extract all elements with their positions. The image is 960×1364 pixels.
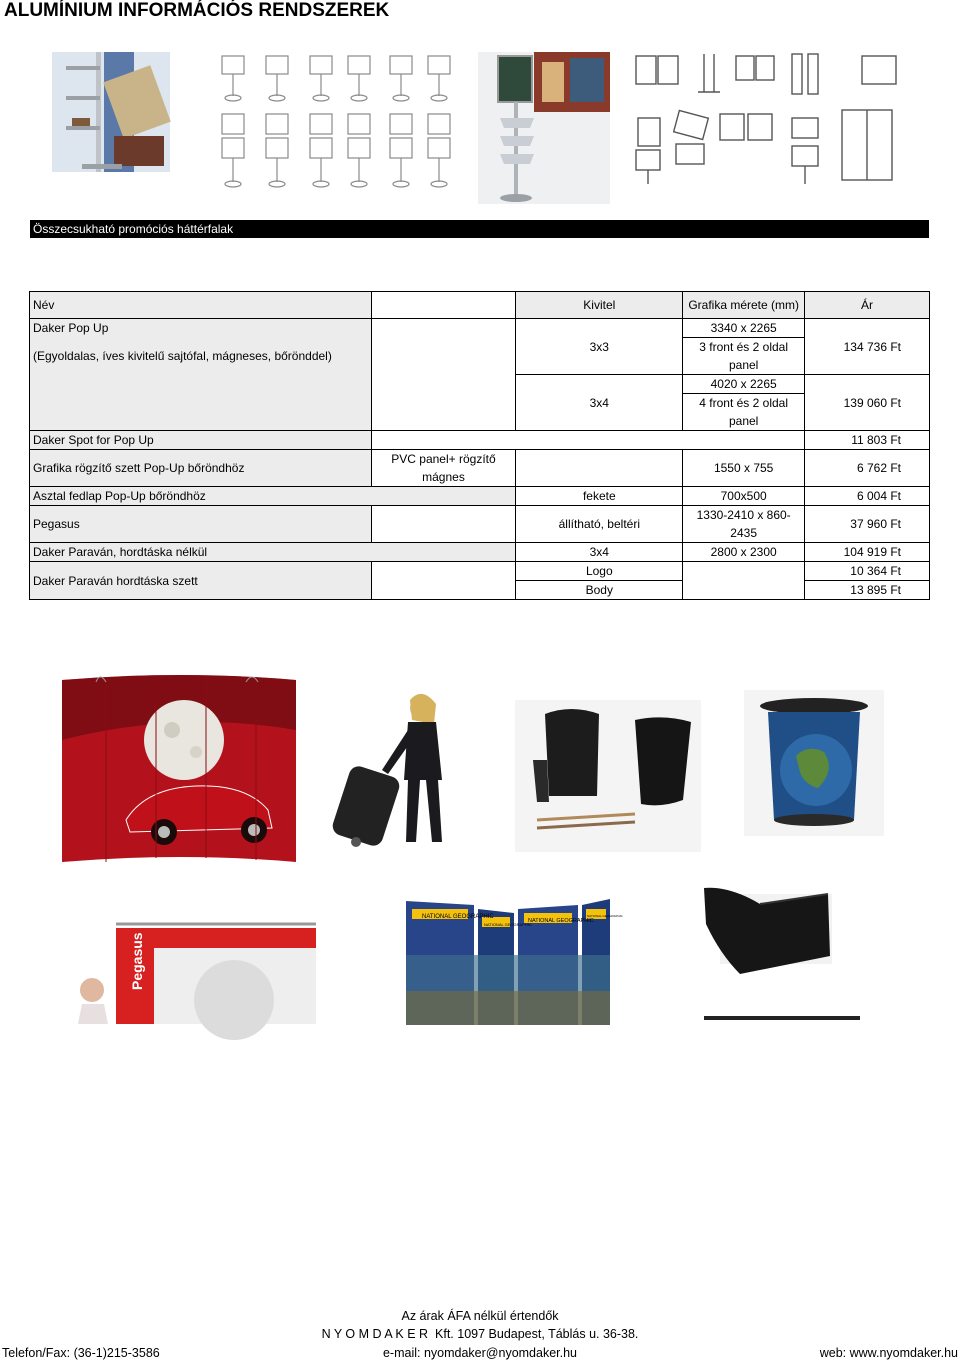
daker-popup-v1-kivitel: 3x3 (516, 319, 683, 375)
national-geographic-panels-image (402, 895, 623, 1025)
table-row (30, 487, 930, 506)
carry-bag-image (700, 884, 836, 1024)
daker-popup-v2-kivitel: 3x4 (516, 375, 683, 431)
grafika-material: PVC panel+ rögzítő mágnes (371, 450, 516, 487)
asztal-kivitel: fekete (516, 487, 683, 506)
blank-cell (371, 319, 516, 431)
table-header-row (30, 292, 930, 319)
transport-case-image (515, 700, 701, 852)
svg-text:NATIONAL GEOGRAPHIC: NATIONAL GEOGRAPHIC (422, 914, 494, 920)
paravan-szett-body: Body (516, 581, 683, 600)
spot-name: Daker Spot for Pop Up (30, 431, 372, 450)
daker-popup-name: Daker Pop Up (30, 319, 372, 338)
table-row (30, 319, 930, 338)
asztal-price: 6 004 Ft (805, 487, 930, 506)
paravan-szett-name: Daker Paraván hordtáska szett (30, 562, 372, 600)
daker-popup-v2-size: 4020 x 2265 (683, 375, 805, 394)
paravan-name: Daker Paraván, hordtáska nélkül (30, 543, 516, 562)
footer-note: Az árak ÁFA nélkül értendők (401, 1309, 559, 1323)
header-ar: Ár (805, 292, 930, 319)
daker-popup-v1-price: 134 736 Ft (805, 319, 930, 375)
paravan-szett-empty (371, 562, 516, 600)
header-name: Név (30, 292, 372, 319)
paravan-size: 2800 x 2300 (683, 543, 805, 562)
spot-empty (371, 431, 805, 450)
asztal-name: Asztal fedlap Pop-Up bőröndhöz (30, 487, 516, 506)
daker-popup-v2-panel: 4 front és 2 oldal panel (683, 394, 805, 431)
footer-company: N Y O M D A K E R Kft. 1097 Budapest, Táblás u. 36-38. (321, 1327, 639, 1341)
paravan-szett-body-price: 13 895 Ft (805, 581, 930, 600)
woman-with-case-image (312, 690, 470, 852)
table-row (30, 562, 930, 581)
paravan-price: 104 919 Ft (805, 543, 930, 562)
grafika-name: Grafika rögzítő szett Pop-Up bőröndhöz (30, 450, 372, 487)
price-table (29, 291, 930, 600)
spot-price: 11 803 Ft (805, 431, 930, 450)
footer-web: web: www.nyomdaker.hu (819, 1346, 958, 1360)
grafika-empty (516, 450, 683, 487)
header-empty (371, 292, 516, 319)
paravan-szett-logo-price: 10 364 Ft (805, 562, 930, 581)
paravan-szett-logo: Logo (516, 562, 683, 581)
daker-popup-v1-panel: 3 front és 2 oldal panel (683, 338, 805, 375)
paravan-szett-size-empty (683, 562, 805, 600)
popup-wall-moon-car-image (46, 670, 312, 870)
frame-stands-drawing (632, 52, 908, 192)
grafika-price: 6 762 Ft (805, 450, 930, 487)
shelf-display-image (52, 52, 170, 172)
pegasus-price: 37 960 Ft (805, 506, 930, 543)
asztal-size: 700x500 (683, 487, 805, 506)
header-kivitel: Kivitel (516, 292, 683, 319)
section-title: Összecsukható promóciós háttérfalak (30, 220, 929, 238)
pegasus-name: Pegasus (30, 506, 372, 543)
daker-popup-v2-price: 139 060 Ft (805, 375, 930, 431)
daker-popup-desc: (Egyoldalas, íves kivitelű sajtófal, mágneses, bőrönddel) (30, 338, 372, 375)
brochure-stands-drawing (214, 52, 464, 192)
pegasus-size: 1330-2410 x 860-2435 (683, 506, 805, 543)
daker-popup-v1-size: 3340 x 2265 (683, 319, 805, 338)
pegasus-banner-image (64, 920, 320, 1024)
daker-popup-empty (30, 375, 372, 431)
pegasus-empty (371, 506, 516, 543)
table-row (30, 543, 930, 562)
poster-stand-image (478, 52, 610, 204)
paravan-kivitel: 3x4 (516, 543, 683, 562)
table-row (30, 506, 930, 543)
counter-table-globe-image (744, 690, 884, 836)
grafika-size: 1550 x 755 (683, 450, 805, 487)
header-grafika: Grafika mérete (mm) (683, 292, 805, 319)
pegasus-banner-text: Pegasus (129, 932, 145, 990)
footer-email: e-mail: nyomdaker@nyomdaker.hu (382, 1346, 578, 1360)
table-row (30, 450, 930, 487)
svg-text:NATIONAL GEOGRAPHIC: NATIONAL GEOGRAPHIC (484, 922, 532, 927)
pegasus-kivitel: állítható, beltéri (516, 506, 683, 543)
svg-text:NATIONAL GEOGRAPHIC: NATIONAL GEOGRAPHIC (528, 918, 594, 924)
svg-text:NATIONAL GEOGRAPHIC: NATIONAL GEOGRAPHIC (587, 914, 623, 918)
page-title: ALUMÍNIUM INFORMÁCIÓS RENDSZEREK (4, 0, 390, 21)
footer-phone: Telefon/Fax: (36-1)215-3586 (2, 1346, 160, 1360)
table-row (30, 431, 930, 450)
